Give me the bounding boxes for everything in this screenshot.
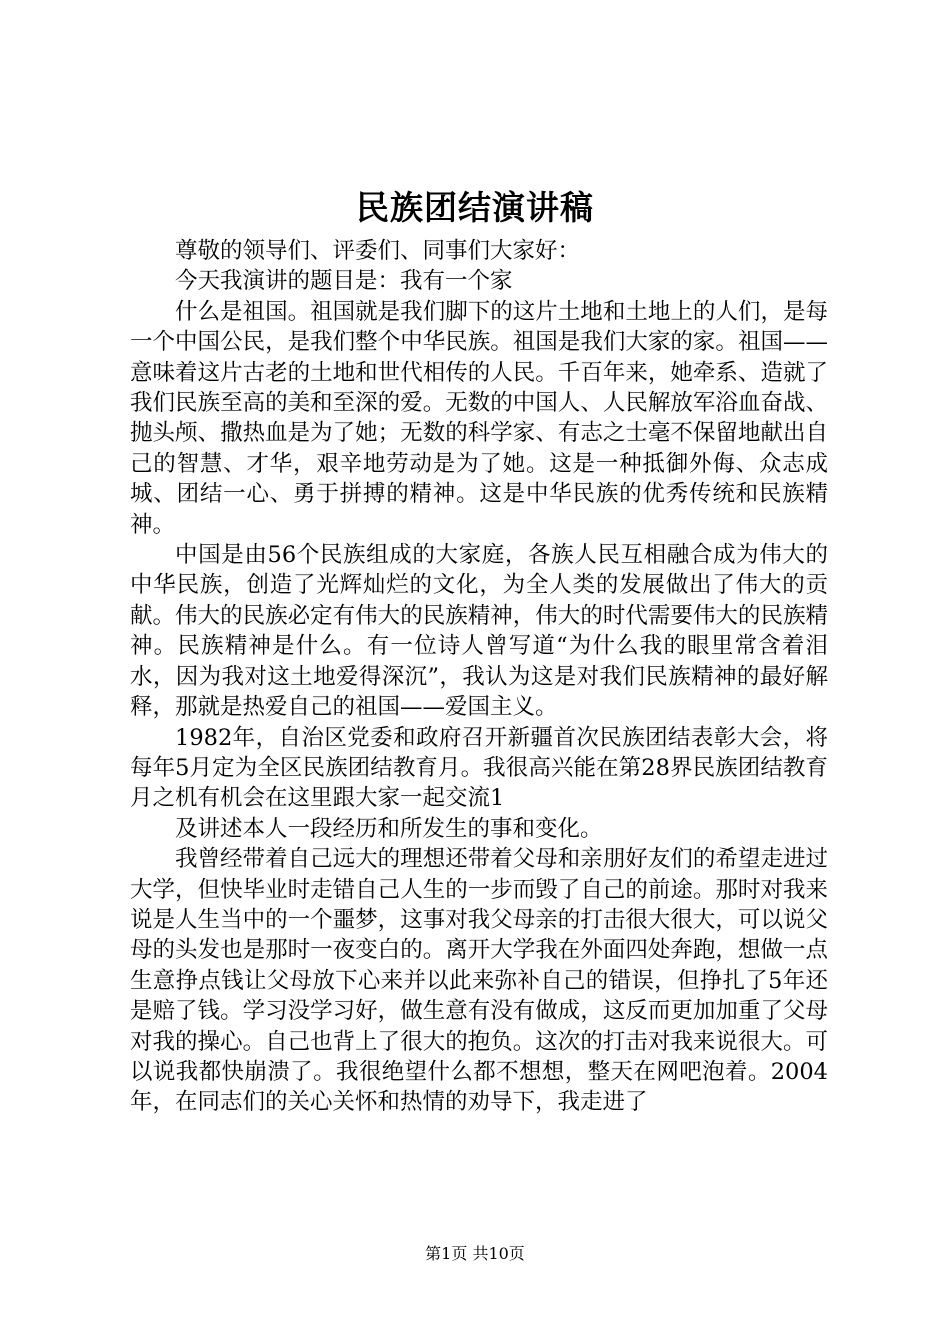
body-paragraph: 什么是祖国。祖国就是我们脚下的这片土地和土地上的人们，是每一个中国公民，是我们整个中华民族。祖国是我们大家的家。祖国——意味着这片古老的土地和世代相传的人民。千百年来，她牵系、造就了我们民族至高的美和至深的爱。无数的中国人、人民解放军浴血奋战、抛头颅、撒热血是为了她；无数的科学家、有志之士毫不保留地献出自己的智慧、才华，艰辛地劳动是为了她。这是一种抵御外侮、众志成城、团结一心、勇于拼搏的精神。这是中华民族的优秀传统和民族精神。 [130,298,828,538]
page-number-footer: 第1页 共10页 [425,1244,525,1263]
body-paragraph: 中国是由56个民族组成的大家庭，各族人民互相融合成为伟大的中华民族，创造了光辉灿烂的文化，为全人类的发展做出了伟大的贡献。伟大的民族必定有伟大的民族精神，伟大的时代需要伟大的民族精神。民族精神是什么。有一位诗人曾写道“为什么我的眼里常含着泪水，因为我对这土地爱得深沉”，我认为这是对我们民族精神的最好解释，那就是热爱自己的祖国——爱国主义。 [130,542,828,721]
page-title: 民族团结演讲稿 [356,188,594,227]
body-paragraph: 及讲述本人一段经历和所发生的事和变化。 [175,815,603,842]
document-body [130,236,828,1118]
greeting-paragraph: 尊敬的领导们、评委们、同事们大家好： [175,238,581,264]
body-paragraph: 1982年，自治区党委和政府召开新疆首次民族团结表彰大会，将每年5月定为全区民族团结教育月。我很高兴能在第28界民族团结教育月之机有机会在这里跟大家一起交流1 [130,724,828,812]
topic-paragraph: 今天我演讲的题目是：我有一个家 [175,268,513,295]
body-paragraph: 我曾经带着自己远大的理想还带着父母和亲朋好友们的希望走进过大学，但快毕业时走错自己人生的一步而毁了自己的前途。那时对我来说是人生当中的一个噩梦，这事对我父母亲的打击很大很大，可以说父母的头发也是那时一夜变白的。离开大学我在外面四处奔跑，想做一点生意挣点钱让父母放下心来并以此来弥补自己的错误，但挣扎了5年还是赔了钱。学习没学习好，做生意有没有做成，这反而更加加重了父母对我的操心。自己也背上了很大的抱负。这次的打击对我来说很大。可以说我都快崩溃了。我很绝望什么都不想想，整天在网吧泡着。2004年，在同志们的关心关怀和热情的劝导下，我走进了 [130,846,828,1116]
